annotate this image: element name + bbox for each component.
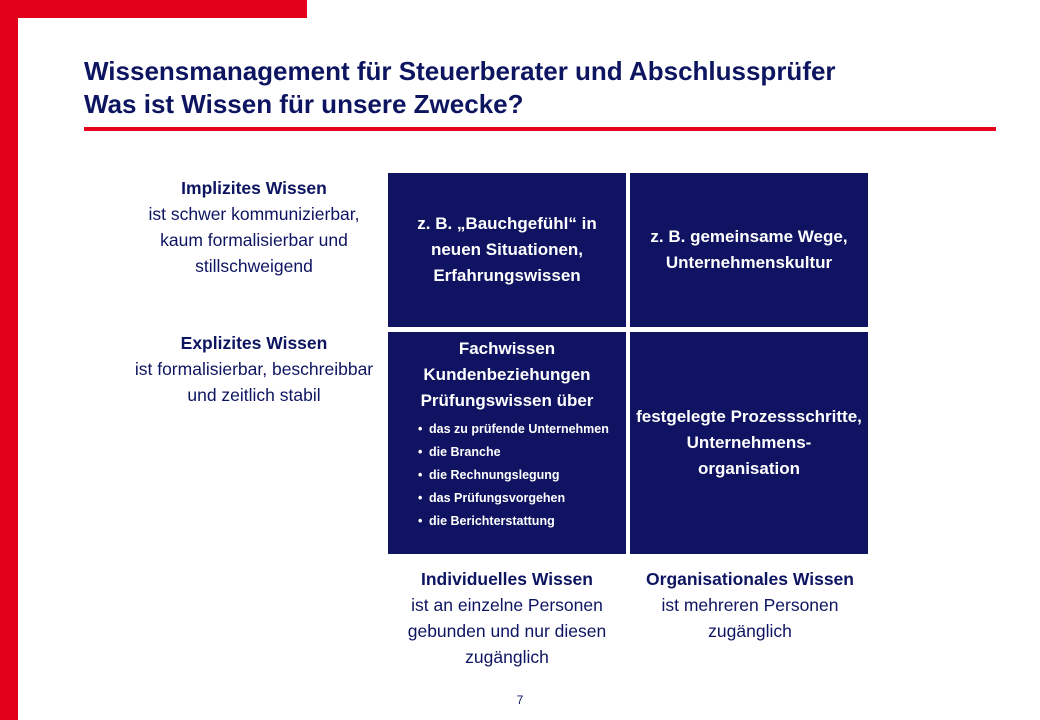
column-label-organisational — [628, 566, 872, 644]
cell-text: z. B. „Bauchgefühl“ in neuen Situationen, Erfahrungswissen — [417, 214, 597, 285]
cell-text: festgelegte Prozessschritte, Unternehmens-organisation — [636, 407, 862, 478]
slide-title — [84, 55, 1024, 121]
matrix-cell-implicit-individual — [388, 173, 626, 327]
red-accent-bar-left — [0, 0, 18, 720]
red-accent-bar-top — [0, 0, 307, 18]
list-item: • das zu prüfende Unternehmen — [418, 422, 626, 437]
row-description: ist formalisierbar, beschreibbar und zeitlich stabil — [134, 359, 374, 405]
matrix-cell-explicit-organisational — [630, 332, 868, 554]
list-item: • die Berichterstattung — [418, 514, 626, 529]
row-label-explicit — [130, 330, 378, 408]
row-heading: Explizites Wissen — [180, 333, 328, 353]
list-item: • die Branche — [418, 445, 626, 460]
page-number: 7 — [516, 693, 524, 707]
title-line-1: Wissensmanagement für Steuerberater und Abschlussprüfer — [84, 56, 836, 86]
row-description: ist schwer kommunizierbar, kaum formalisierbar und stillschweigend — [148, 204, 360, 276]
column-heading: Individuelles Wissen — [421, 569, 593, 589]
title-line-2: Was ist Wissen für unsere Zwecke? — [84, 89, 524, 119]
column-heading: Organisationales Wissen — [646, 569, 854, 589]
list-item: • die Rechnungslegung — [418, 468, 626, 483]
cell-text: z. B. gemeinsame Wege, Unternehmenskultur — [650, 227, 848, 272]
title-divider — [84, 127, 996, 131]
matrix-cell-explicit-individual — [388, 332, 626, 554]
column-label-individual — [370, 566, 644, 670]
cell-heading: Fachwissen Kundenbeziehungen Prüfungswissen über — [420, 339, 594, 410]
list-item: • das Prüfungsvorgehen — [418, 491, 626, 506]
row-heading: Implizites Wissen — [181, 178, 327, 198]
column-description: ist mehreren Personen zugänglich — [661, 595, 839, 641]
matrix-cell-implicit-organisational — [630, 173, 868, 327]
column-description: ist an einzelne Personen gebunden und nur diesen zugänglich — [407, 595, 607, 667]
row-label-implicit — [130, 175, 378, 279]
bullet-list — [388, 422, 626, 529]
